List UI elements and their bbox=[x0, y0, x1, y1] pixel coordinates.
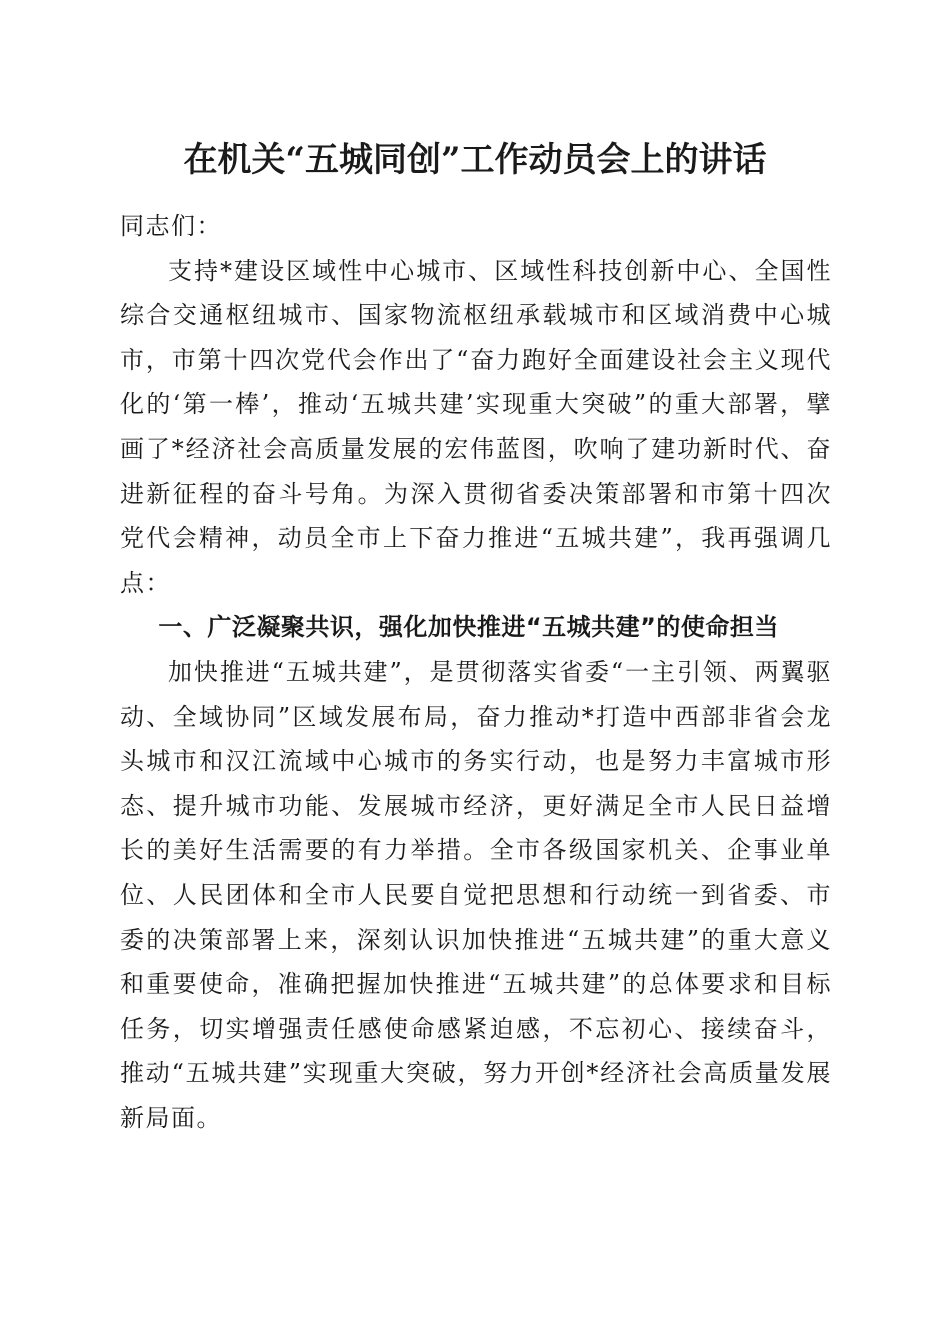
salutation: 同志们： bbox=[120, 212, 222, 240]
document-title: 在机关“五城同创”工作动员会上的讲话 bbox=[183, 140, 767, 180]
paragraph-intro: 支持*建设区域性中心城市、区域性科技创新中心、全国性综合交通枢纽城市、国家物流枢纽承载城市和区域消费中心城市，市第十四次党代会作出了“奋力跑好全面建设社会主义现代化的‘第一棒’，推动‘五城共建’实现重大突破”的重大部署，擘画了*经济社会高质量发展的宏伟蓝图，吹响了建功新时代、奋进新征程的奋斗号角。为深入贯彻省委决策部署和市第十四次党代会精神，动员全市上下奋力推进“五城共建”，我再强调几点： bbox=[120, 256, 832, 597]
paragraph-section-1: 加快推进“五城共建”，是贯彻落实省委“一主引领、两翼驱动、全域协同”区域发展布局，奋力推动*打造中西部非省会龙头城市和汉江流域中心城市的务实行动，也是努力丰富城市形态、提升城市功能、发展城市经济，更好满足全市人民日益增长的美好生活需要的有力举措。全市各级国家机关、企事业单位、人民团体和全市人民要自觉把思想和行动统一到省委、市委的决策部署上来，深刻认识加快推进“五城共建”的重大意义和重要使命，准确把握加快推进“五城共建”的总体要求和目标任务，切实增强责任感使命感紧迫感，不忘初心、接续奋斗，推动“五城共建”实现重大突破，努力开创*经济社会高质量发展新局面。 bbox=[120, 657, 832, 1132]
section-heading-1: 一、广泛凝聚共识，强化加快推进“五城共建”的使命担当 bbox=[158, 613, 779, 642]
document-body bbox=[120, 204, 832, 1140]
